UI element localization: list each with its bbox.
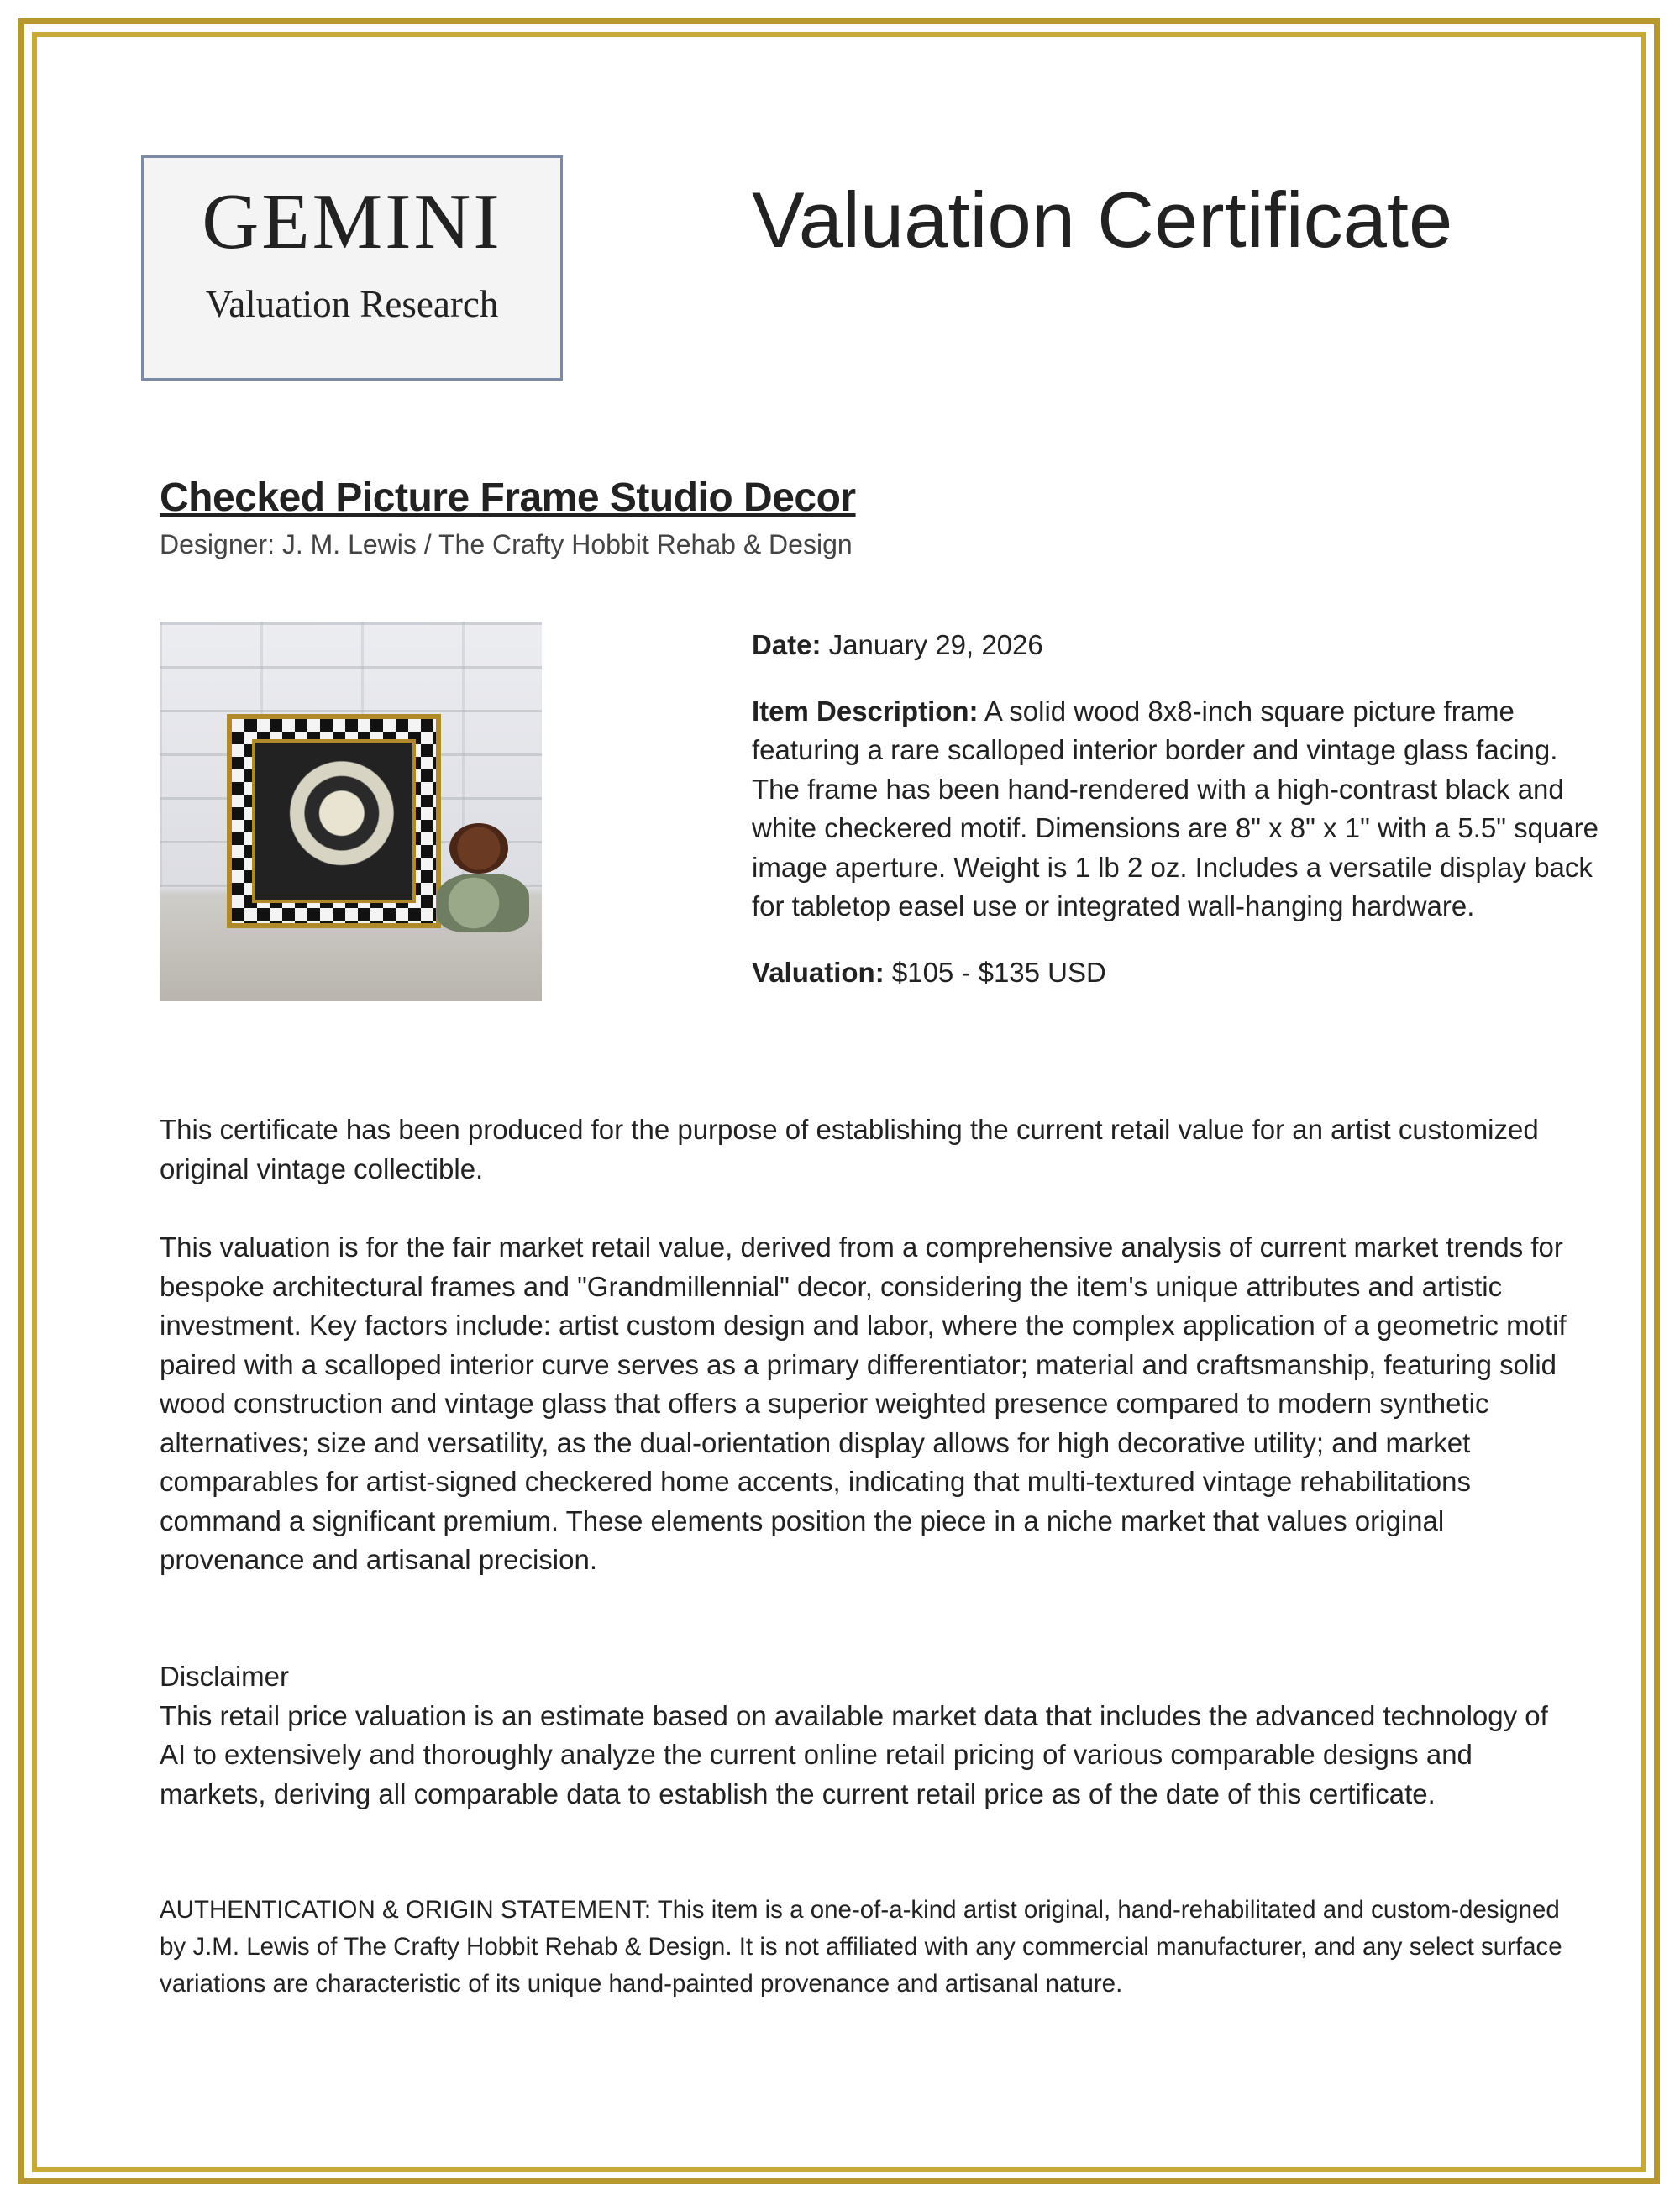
- designer-credit: Designer: J. M. Lewis / The Crafty Hobbit Rehab & Design: [160, 529, 853, 559]
- description-label: Item Description:: [752, 695, 979, 727]
- gemini-logo: [141, 155, 563, 381]
- date-value: January 29, 2026: [828, 629, 1043, 660]
- photo-checkered-frame: [227, 714, 441, 928]
- analysis-paragraph: This valuation is for the fair market retail value, derived from a comprehensive analysis of current market trends for bespoke architectural frames and "Grandmillennial" decor, considering the item's unique attributes and artistic investment. Key factors include: artist custom design and labor, where the complex application of a geometric motif paired with a scalloped interior curve serves as a primary differentiator; material and craftsmanship, featuring solid wood construction and vintage glass that offers a superior weighted presence compared to modern synthetic alternatives; size and versatility, as the dual-orientation display allows for high decorative utility; and market comparables for artist-signed checkered home accents, indicating that multi-textured vintage rehabilitations command a significant premium. These elements position the piece in a niche market that values original provenance and artisanal precision.: [160, 1231, 1567, 1575]
- valuation-value: $105 - $135 USD: [891, 956, 1106, 988]
- date-label: Date:: [752, 629, 822, 660]
- logo-name: GEMINI: [202, 178, 502, 265]
- disclaimer-heading: Disclaimer: [160, 1661, 290, 1692]
- purpose-paragraph: This certificate has been produced for the purpose of establishing the current retail value for an artist customized original vintage collectible.: [160, 1114, 1539, 1184]
- description-line: [752, 692, 1600, 927]
- disclaimer-section: [160, 1657, 1579, 1814]
- description-value: A solid wood 8x8-inch square picture frame featuring a rare scalloped interior border and vintage glass facing. The frame has been hand-rendered with a high-contrast black and white checkered motif. Dimensions are 8" x 8" x 1" with a 5.5" square image aperture. Weight is 1 lb 2 oz. Includes a versatile display back for tabletop easel use or integrated wall-hanging hardware.: [752, 695, 1599, 921]
- item-details: [752, 626, 1600, 992]
- date-line: [752, 626, 1600, 665]
- authentication-statement: AUTHENTICATION & ORIGIN STATEMENT: This item is a one-of-a-kind artist original, hand-rehabilitated and custom-designed by J.M. Lewis of The Crafty Hobbit Rehab & Design. It is not affiliated with any commercial manufacturer, and any select surface variations are characteristic of its unique hand-painted provenance and artisanal nature.: [160, 1896, 1562, 1998]
- photo-frame-artwork: [252, 739, 416, 903]
- valuation-line: [752, 953, 1600, 993]
- item-title: Checked Picture Frame Studio Decor: [160, 475, 856, 520]
- item-photo: [160, 622, 542, 1001]
- disclaimer-paragraph: This retail price valuation is an estimate based on available market data that includes the advanced technology of AI to extensively and thoroughly analyze the current online retail pricing of various comparable designs and markets, deriving all comparable data to establish the current retail price as of the date of this certificate.: [160, 1699, 1548, 1809]
- photo-pinecone: [449, 823, 508, 874]
- logo-subtitle: Valuation Research: [205, 283, 499, 325]
- photo-greenery: [437, 874, 529, 932]
- certificate-title: Valuation Certificate: [752, 176, 1453, 264]
- valuation-label: Valuation:: [752, 956, 885, 988]
